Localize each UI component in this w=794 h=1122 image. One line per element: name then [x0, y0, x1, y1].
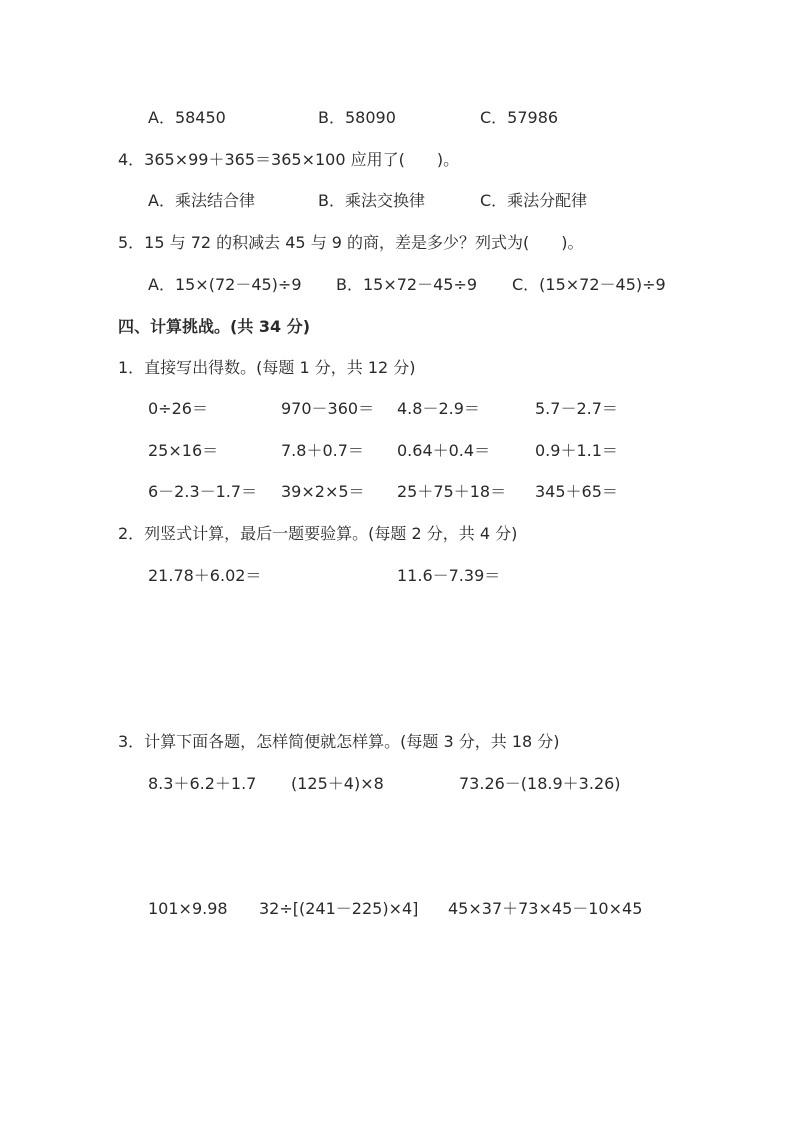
- mental-math-item: 970－360＝: [281, 399, 375, 418]
- q4-stem: 4．365×99＋365＝365×100 应用了( )。: [118, 150, 460, 169]
- simplify-item: (125＋4)×8: [291, 774, 384, 793]
- simplify-item: 101×9.98: [148, 899, 228, 918]
- mental-math-item: 0.9＋1.1＝: [535, 441, 618, 460]
- vertical-calc-item: 21.78＋6.02＝: [148, 566, 262, 585]
- q3-option-a: A．58450: [148, 108, 226, 127]
- simplify-item: 45×37＋73×45－10×45: [448, 899, 643, 918]
- q5-stem: 5．15 与 72 的积减去 45 与 9 的商，差是多少？列式为( )。: [118, 233, 584, 252]
- q3-option-b: B．58090: [318, 108, 396, 127]
- section-title: 四、计算挑战。(共 34 分): [118, 317, 311, 336]
- mental-math-item: 345＋65＝: [535, 482, 618, 501]
- simplify-item: 73.26－(18.9＋3.26): [459, 774, 621, 793]
- mental-math-item: 4.8－2.9＝: [397, 399, 480, 418]
- q4-option-a: A．乘法结合律: [148, 191, 255, 210]
- q4-option-c: C．乘法分配律: [480, 191, 588, 210]
- part3-heading: 3．计算下面各题，怎样简便就怎样算。(每题 3 分，共 18 分): [118, 732, 560, 751]
- q5-option-c: C．(15×72－45)÷9: [512, 275, 666, 294]
- mental-math-item: 25＋75＋18＝: [397, 482, 507, 501]
- mental-math-item: 0÷26＝: [148, 399, 208, 418]
- q5-option-b: B．15×72－45÷9: [336, 275, 478, 294]
- vertical-calc-item: 11.6－7.39＝: [397, 566, 501, 585]
- mental-math-item: 6－2.3－1.7＝: [148, 482, 258, 501]
- mental-math-item: 7.8＋0.7＝: [281, 441, 364, 460]
- q4-option-b: B．乘法交换律: [318, 191, 425, 210]
- mental-math-item: 25×16＝: [148, 441, 219, 460]
- simplify-item: 32÷[(241－225)×4]: [259, 899, 419, 918]
- part2-heading: 2．列竖式计算，最后一题要验算。(每题 2 分，共 4 分): [118, 524, 518, 543]
- simplify-item: 8.3＋6.2＋1.7: [148, 774, 257, 793]
- mental-math-item: 39×2×5＝: [281, 482, 365, 501]
- q3-option-c: C．57986: [480, 108, 559, 127]
- mental-math-item: 5.7－2.7＝: [535, 399, 618, 418]
- part1-heading: 1．直接写出得数。(每题 1 分，共 12 分): [118, 358, 416, 377]
- mental-math-item: 0.64＋0.4＝: [397, 441, 491, 460]
- q5-option-a: A．15×(72－45)÷9: [148, 275, 302, 294]
